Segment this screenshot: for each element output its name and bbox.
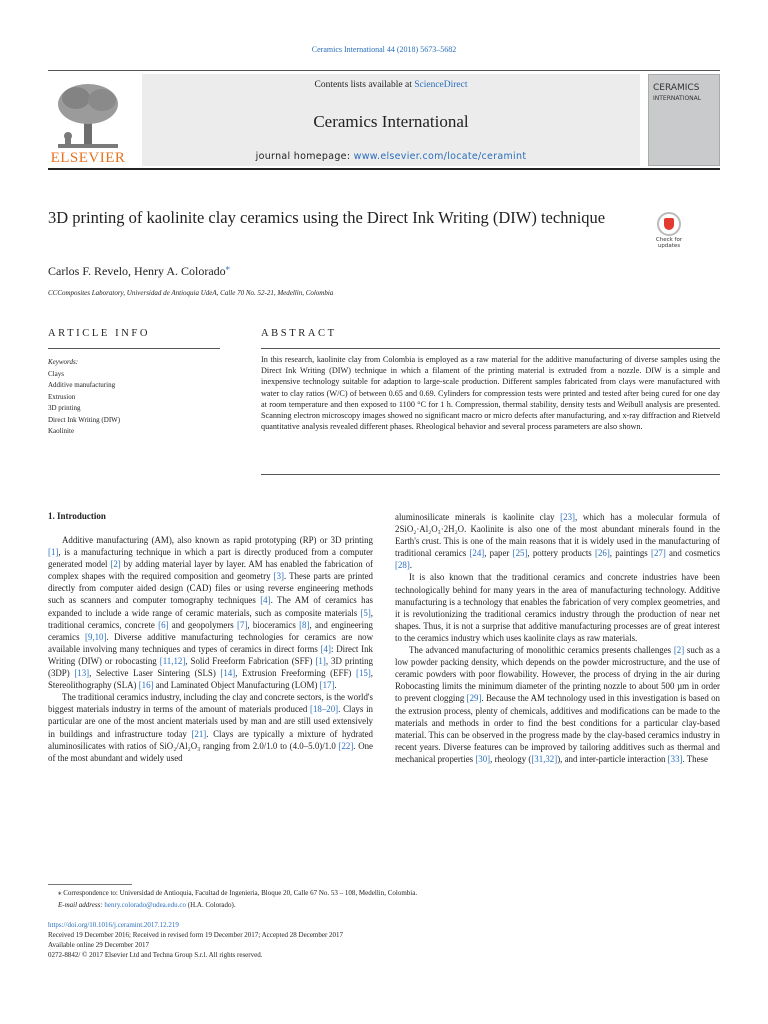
reference-link[interactable]: [1] xyxy=(48,547,59,558)
email-link[interactable]: henry.colorado@udea.edu.co xyxy=(104,900,187,909)
reference-link[interactable]: [24] xyxy=(469,548,485,559)
authors: Carlos F. Revelo, Henry A. Colorado⁎ xyxy=(48,263,230,278)
copyright: 0272-8842/ © 2017 Elsevier Ltd and Techna Group S.r.l. All rights reserved. xyxy=(48,951,263,959)
reference-link[interactable]: [15] xyxy=(355,668,371,679)
check-updates-icon xyxy=(657,212,681,236)
reference-link[interactable]: [25] xyxy=(512,548,528,559)
reference-link[interactable]: [4] xyxy=(320,643,331,654)
paragraph: The traditional ceramics industry, including the clay and concrete sectors, is the world's biggest materials industry in terms of the amount of materials produced [18–20]. Clays in particular are one of the most ancient materials used by man and are still used extensively in buildings and infrastructure today [21]. Clays are typically a mixture of hydrated aluminosilicates with ratios of SiO₂/Al₂O₃ ranging from 2.0/1.0 to (4.0–5.0)/1.0 [22]. One of the most abundant and widely used xyxy=(48,692,373,763)
homepage-line: journal homepage: www.elsevier.com/locate/ceramint xyxy=(255,151,527,162)
check-for-updates-button[interactable]: Check for updates xyxy=(652,212,686,254)
affiliation: CCComposites Laboratory, Universidad de Antioquia UdeA, Calle 70 No. 52-21, Medellin, Colombia xyxy=(48,289,334,297)
article-info-rule xyxy=(48,348,220,349)
reference-link[interactable]: [4] xyxy=(260,595,271,606)
reference-link[interactable]: [2] xyxy=(673,645,685,656)
correspondence-note: ⁎ Correspondence to: Universidad de Antioquia, Facultad de Ingenieria, Bloque 20, Calle 67 No. 53 – 108, Medellin, Colombia. xyxy=(58,889,418,897)
reference-link[interactable]: [16] xyxy=(138,680,154,691)
keyword-item: 3D printing xyxy=(48,404,81,412)
journal-name: Ceramics International xyxy=(313,112,469,131)
journal-header xyxy=(48,70,720,170)
abstract-rule xyxy=(261,348,720,349)
paragraph: The advanced manufacturing of monolithic ceramics presents challenges [2] such as a low powder packing density, which depends on the powder microstructure, and the use of ceramic powders with poor flowability. However, the process of drying in the air during Robocasting limits the minimum diameter of the printing nozzle to about 500 µm in order to prevent clogging [29]. Because the AM technology used in this investigation is based on the extrusion process, plenty of chemicals, additives and modifications can be made to the materials and methods in order to find the best conditions for a particular clay-based material. This can be observed in the progress made by the clay-based ceramics industry in recent years. Diverse features can be improved by tailoring additives such as thermal and mechanical properties [30], rheology ([31,32]), and inter-particle interaction [33]. These xyxy=(395,645,720,764)
reference-link[interactable]: [18–20] xyxy=(310,704,339,715)
reference-link[interactable]: [7] xyxy=(237,619,248,630)
reference-link[interactable]: [30] xyxy=(475,753,491,764)
keyword-item: Kaolinite xyxy=(48,427,75,435)
abstract-text: In this research, kaolinite clay from Colombia is employed as a raw material for the additive manufacturing of diverse samples using the Direct Ink Writing (DIW) technique in which a filament of the printing material is extruded from a nozzle. DIW is a simple and inexpensive technology suitable for adaption to large-scale production. Different samples fabricated from clays were manufactured with water to clay ratios (W/C) of between 0.65 and 0.69. Cylinders for compression tests were printed and tested after being cured for one day at room temperature and then exposed to 1100 °C for 1 h. Compression, thermal stability, density tests and Weibull analysis are presented. Scanning electron microscopy images showed no significant macro or micro defects after manufacturing, and x-ray diffraction and Rietveld quantitative analysis revealed different phases. Rheological behavior and several process parameters are also shown. xyxy=(261,355,720,432)
abstract-bottom-rule xyxy=(261,474,720,475)
reference-link[interactable]: [5] xyxy=(360,607,371,618)
footnote-rule xyxy=(48,884,132,885)
paragraph: aluminosilicate minerals is kaolinite clay [23], which has a molecular formula of 2SiO₂·Al₂O₃·2H₂O. Kaolinite is also one of the most abundant minerals found in the Earth's crust. This is one of the main reasons that it is widely used in the manufacturing of traditional ceramics [24], paper [25], pottery products [26], paintings [27] and cosmetics [28]. xyxy=(395,512,721,571)
header-bottom-rule xyxy=(48,168,720,170)
section-heading-introduction: 1. Introduction xyxy=(48,511,106,521)
reference-link[interactable]: [23] xyxy=(560,512,575,522)
keyword-item: Extrusion xyxy=(48,392,76,401)
reference-link[interactable]: [11,12] xyxy=(159,655,186,666)
reference-link[interactable]: [6] xyxy=(158,619,169,630)
reference-link[interactable]: [33] xyxy=(667,753,683,764)
elsevier-wordmark: ELSEVIER xyxy=(50,150,126,166)
reference-link[interactable]: [17] xyxy=(319,680,335,691)
journal-citation-link[interactable]: Ceramics International 44 (2018) 5673–5682 xyxy=(311,45,457,54)
cover-title: CERAMICS xyxy=(653,83,700,93)
body-column-left xyxy=(48,534,373,764)
journal-banner xyxy=(142,74,640,166)
keyword-item: Direct Ink Writing (DIW) xyxy=(48,415,121,424)
sciencedirect-link[interactable]: ScienceDirect xyxy=(414,80,468,90)
keyword-item: Clays xyxy=(48,369,64,378)
contents-line: Contents lists available at ScienceDirect xyxy=(314,80,468,90)
doi-link[interactable]: https://doi.org/10.1016/j.ceramint.2017.12.219 xyxy=(48,921,179,929)
homepage-link[interactable]: www.elsevier.com/locate/ceramint xyxy=(353,151,527,162)
paragraph: Additive manufacturing (AM), also known as rapid prototyping (RP) or 3D printing [1], is a manufacturing technique in which a part is directly produced from a computer generated model [2] by adding material layer by layer. AM has enabled the fabrication of complex shapes with the required composition and geometry [3]. These parts are printed directly from computer aided design (CAD) files or using reverse engineering methods such as scanners and computer tomography techniques [4]. The AM of ceramics has expanded to include a wide range of ceramic materials, such as composite materials [5], traditional ceramics, concrete [6] and geopolymers [7], bioceramics [8], and engineering ceramics [9,10]. Diverse additive manufacturing technologies for ceramics are now available involving many techniques and types of ceramics in direct forms [4]: Direct Ink Writing (DIW) or robocasting [11,12], Solid Freeform Fabrication (SFF) [1], 3D printing (3DP) [13], Selective Laser Sintering (SLS) [14], Extrusion Freeforming (EFF) [15], Stereolithography (SLA) [16] and Laminated Object Manufacturing (LOM) [17]. xyxy=(48,535,373,691)
reference-link[interactable]: [3] xyxy=(273,571,284,582)
reference-link[interactable]: [26] xyxy=(594,548,610,559)
author-footnote-mark[interactable]: ⁎ xyxy=(225,263,230,272)
reference-link[interactable]: [22] xyxy=(338,740,354,751)
footnotes xyxy=(48,888,720,911)
reference-link[interactable]: [21] xyxy=(191,728,207,739)
keyword-item: Additive manufacturing xyxy=(48,381,116,389)
article-info-heading: ARTICLE INFO xyxy=(48,328,151,339)
body-column-right xyxy=(395,511,720,765)
publication-info xyxy=(48,920,720,960)
reference-link[interactable]: [28] xyxy=(395,560,410,571)
reference-link[interactable]: [27] xyxy=(650,548,666,559)
article-title: 3D printing of kaolinite clay ceramics using the Direct Ink Writing (DIW) technique xyxy=(48,208,606,227)
reference-link[interactable]: [2] xyxy=(110,559,121,570)
journal-cover-thumbnail[interactable] xyxy=(648,74,720,166)
reference-link[interactable]: [29] xyxy=(466,693,482,704)
keywords-label: Keywords: xyxy=(48,358,79,366)
reference-link[interactable]: [14] xyxy=(220,668,236,679)
reference-link[interactable]: [8] xyxy=(299,619,310,630)
cover-subtitle: INTERNATIONAL xyxy=(653,95,702,102)
keywords-list xyxy=(48,357,120,438)
reference-link[interactable]: [31,32] xyxy=(531,753,558,764)
received-dates: Received 19 December 2016; Received in revised form 19 December 2017; Accepted 28 December 2017 xyxy=(48,931,344,939)
reference-link[interactable]: [13] xyxy=(74,668,90,679)
email-note: E-mail address: henry.colorado@udea.edu.co (H.A. Colorado). xyxy=(58,900,236,909)
abstract-heading: ABSTRACT xyxy=(261,328,337,339)
paragraph: It is also known that the traditional ceramics and concrete industries have been technologically behind for many years in the area of manufacturing technology. Additive manufacturing is a technology that enables the fabrication of very complex geometries, and it is revolutionizing the traditional ceramics industry through the production of near net shapes. Thus, it is not a surprise that additive manufacturing processes are of great interest to the ceramics industry which uses kaolinite clays as raw materials. xyxy=(395,572,720,643)
header-top-rule xyxy=(48,70,720,71)
reference-link[interactable]: [9,10] xyxy=(84,631,107,642)
reference-link[interactable]: [1] xyxy=(315,655,326,666)
available-online: Available online 29 December 2017 xyxy=(48,941,149,949)
